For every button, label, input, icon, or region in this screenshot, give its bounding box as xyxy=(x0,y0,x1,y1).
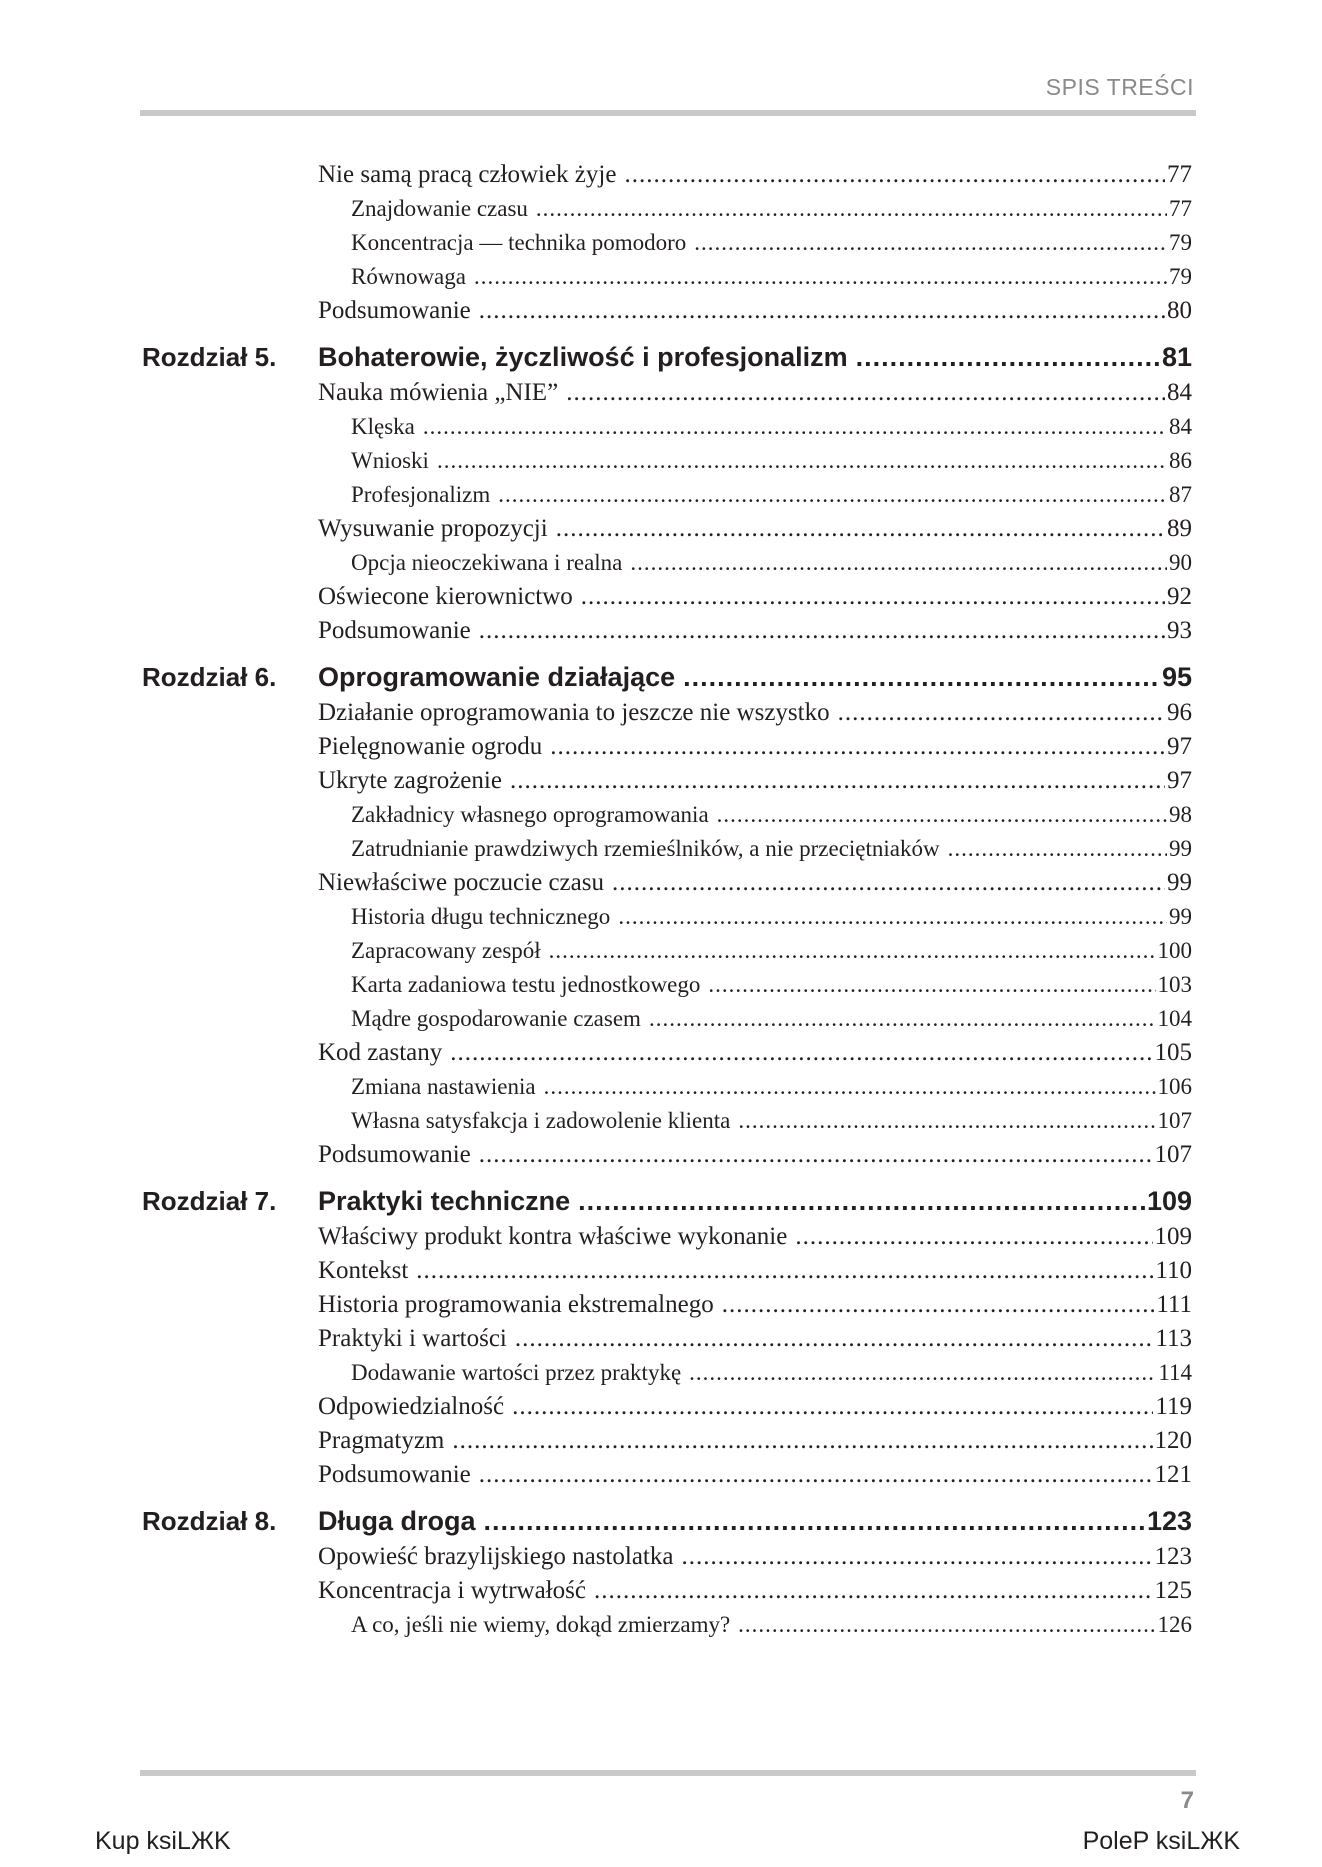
dot-leader xyxy=(594,1574,1153,1608)
toc-entry-title: Równowaga xyxy=(351,264,466,289)
dot-leader xyxy=(549,934,1156,968)
toc-entry-title: Ukryte zagrożenie xyxy=(318,767,502,794)
toc-page-number: 106 xyxy=(1157,1074,1192,1099)
toc-page-number: 80 xyxy=(1167,297,1192,324)
toc-subsection-row[interactable] xyxy=(140,410,1192,444)
dot-leader xyxy=(948,832,1167,866)
toc-entry-title: Nie samą pracą człowiek żyje xyxy=(318,161,617,188)
toc-section-row[interactable] xyxy=(140,1540,1192,1574)
toc-page-number: 98 xyxy=(1169,802,1192,827)
toc-subsection-row[interactable] xyxy=(140,968,1192,1002)
toc-page-number: 123 xyxy=(1146,1506,1192,1536)
dot-leader xyxy=(624,158,1165,192)
dot-leader xyxy=(479,1138,1153,1172)
toc-page-number: 77 xyxy=(1169,196,1192,221)
dot-leader xyxy=(618,900,1167,934)
toc-entry-title: Właściwy produkt kontra właściwe wykonanie xyxy=(318,1223,788,1250)
dot-leader xyxy=(416,1254,1153,1288)
toc-subsection-row[interactable] xyxy=(140,444,1192,478)
toc-chapter-row[interactable] xyxy=(140,338,1192,376)
dot-leader xyxy=(474,260,1167,294)
toc-entry-title: Opcja nieoczekiwana i realna xyxy=(351,550,623,575)
toc-page-number: 126 xyxy=(1157,1612,1192,1637)
toc-page-number: 103 xyxy=(1157,972,1192,997)
toc-section-row[interactable] xyxy=(140,1220,1192,1254)
toc-section-row[interactable] xyxy=(140,696,1192,730)
toc-subsection-row[interactable] xyxy=(140,226,1192,260)
toc-entry-title: Historia długu technicznego xyxy=(351,904,611,929)
toc-chapter-row[interactable] xyxy=(140,658,1192,696)
toc-subsection-row[interactable] xyxy=(140,478,1192,512)
toc-section-row[interactable] xyxy=(140,1574,1192,1608)
toc-page-number: 99 xyxy=(1169,836,1192,861)
toc-page-number: 113 xyxy=(1155,1325,1192,1352)
dot-leader xyxy=(581,580,1165,614)
toc-page-number: 107 xyxy=(1154,1141,1192,1168)
toc-page-number: 123 xyxy=(1154,1543,1192,1570)
toc-page-number: 120 xyxy=(1154,1427,1192,1454)
footer-buy-link[interactable]: Kup ksiLЖK xyxy=(95,1827,231,1855)
toc-entry-title: Opowieść brazylijskiego nastolatka xyxy=(318,1543,674,1570)
toc-subsection-row[interactable] xyxy=(140,798,1192,832)
toc-section-row[interactable] xyxy=(140,1322,1192,1356)
dot-leader xyxy=(479,1458,1153,1492)
toc-page-number: 97 xyxy=(1167,733,1192,760)
dot-leader xyxy=(423,410,1167,444)
chapter-label: Rozdział 6. xyxy=(142,662,277,692)
dot-leader xyxy=(694,226,1167,260)
toc-section-row[interactable] xyxy=(140,512,1192,546)
toc-entry-title: Znajdowanie czasu xyxy=(351,196,528,221)
toc-entry-title: Podsumowanie xyxy=(318,1141,471,1168)
toc-page-number: 93 xyxy=(1167,617,1192,644)
toc-section-row[interactable] xyxy=(140,1036,1192,1070)
dot-leader xyxy=(515,1322,1154,1356)
toc-chapter-row[interactable] xyxy=(140,1182,1192,1220)
toc-page-number: 119 xyxy=(1155,1393,1192,1420)
dot-leader xyxy=(689,1356,1156,1390)
toc-section-row[interactable] xyxy=(140,614,1192,648)
toc-entry-title: Kontekst xyxy=(318,1257,409,1284)
dot-leader xyxy=(452,1424,1152,1458)
toc-entry-title: Oprogramowanie działające xyxy=(318,662,676,692)
chapter-label: Rozdział 8. xyxy=(142,1506,277,1536)
dot-leader xyxy=(738,1608,1155,1642)
toc-page-number: 96 xyxy=(1167,699,1192,726)
toc-page-number: 99 xyxy=(1169,904,1192,929)
dot-leader xyxy=(795,1220,1152,1254)
chapter-label: Rozdział 5. xyxy=(142,342,277,372)
toc-section-row[interactable] xyxy=(140,1288,1192,1322)
toc-subsection-row[interactable] xyxy=(140,192,1192,226)
toc-entry-title: Wnioski xyxy=(351,448,429,473)
toc-page-number: 90 xyxy=(1169,550,1192,575)
dot-leader xyxy=(612,866,1165,900)
dot-leader xyxy=(536,192,1167,226)
footer-recommend-link[interactable]: PoleP ksiLЖK xyxy=(1082,1827,1240,1855)
toc-section-row[interactable] xyxy=(140,294,1192,328)
toc-entry-title: Koncentracja — technika pomodoro xyxy=(351,230,687,255)
toc-page-number: 109 xyxy=(1154,1223,1192,1250)
toc-entry-title: Zakładnicy własnego oprogramowania xyxy=(351,802,709,827)
toc-entry-title: Karta zadaniowa testu jednostkowego xyxy=(351,972,701,997)
toc-section-row[interactable] xyxy=(140,1254,1192,1288)
toc-entry-title: Oświecone kierownictwo xyxy=(318,583,573,610)
toc-entry-title: Zapracowany zespół xyxy=(351,938,541,963)
toc-entry-title: Praktyki i wartości xyxy=(318,1325,507,1352)
toc-subsection-row[interactable] xyxy=(140,1356,1192,1390)
dot-leader xyxy=(484,1502,1145,1540)
toc-entry-title: Historia programowania ekstremalnego xyxy=(318,1291,714,1318)
footer-rule xyxy=(140,1770,1196,1776)
toc-entry-title: Odpowiedzialność xyxy=(318,1393,505,1420)
toc-section-row[interactable] xyxy=(140,866,1192,900)
toc-subsection-row[interactable] xyxy=(140,832,1192,866)
toc-page-number: 77 xyxy=(1167,161,1192,188)
toc-page-number: 109 xyxy=(1146,1186,1192,1216)
dot-leader xyxy=(683,658,1160,696)
dot-leader xyxy=(566,376,1165,410)
toc-entry-title: Własna satysfakcja i zadowolenie klienta xyxy=(351,1108,731,1133)
dot-leader xyxy=(550,730,1165,764)
toc-entry-title: Bohaterowie, życzliwość i profesjonalizm xyxy=(318,342,848,372)
toc-entry-title: Podsumowanie xyxy=(318,297,471,324)
dot-leader xyxy=(556,512,1165,546)
dot-leader xyxy=(479,294,1165,328)
dot-leader xyxy=(512,1390,1153,1424)
toc-entry-title: Praktyki techniczne xyxy=(318,1186,571,1216)
toc-entry-title: Wysuwanie propozycji xyxy=(318,515,548,542)
toc-entry-title: Podsumowanie xyxy=(318,1461,471,1488)
toc-subsection-row[interactable] xyxy=(140,1104,1192,1138)
toc-section-row[interactable] xyxy=(140,764,1192,798)
toc-entry-title: Działanie oprogramowania to jeszcze nie wszystko xyxy=(318,699,830,726)
toc-page-number: 105 xyxy=(1154,1039,1192,1066)
toc-page-number: 111 xyxy=(1156,1291,1192,1318)
dot-leader xyxy=(479,614,1165,648)
dot-leader xyxy=(708,968,1155,1002)
toc-page-number: 125 xyxy=(1154,1577,1192,1604)
toc-section-row[interactable] xyxy=(140,1424,1192,1458)
header-rule xyxy=(140,110,1196,116)
toc-page-number: 86 xyxy=(1169,448,1192,473)
toc-entry-title: Podsumowanie xyxy=(318,617,471,644)
toc-page-number: 100 xyxy=(1157,938,1192,963)
page-number: 7 xyxy=(1180,1787,1194,1814)
toc-subsection-row[interactable] xyxy=(140,934,1192,968)
toc-entry-title: Profesjonalizm xyxy=(351,482,491,507)
toc-entry-title: Mądre gospodarowanie czasem xyxy=(351,1006,641,1031)
dot-leader xyxy=(578,1182,1145,1220)
dot-leader xyxy=(649,1002,1156,1036)
toc-page-number: 84 xyxy=(1167,379,1192,406)
toc-page-number: 92 xyxy=(1167,583,1192,610)
toc-entry-title: Zmiana nastawienia xyxy=(351,1074,536,1099)
toc-subsection-row[interactable] xyxy=(140,546,1192,580)
dot-leader xyxy=(681,1540,1152,1574)
toc-entry-title: Pielęgnowanie ogrodu xyxy=(318,733,543,760)
toc-subsection-row[interactable] xyxy=(140,900,1192,934)
toc-page-number: 84 xyxy=(1169,414,1192,439)
toc-subsection-row[interactable] xyxy=(140,1070,1192,1104)
toc-chapter-row[interactable] xyxy=(140,1502,1192,1540)
toc-page-number: 114 xyxy=(1158,1360,1192,1385)
toc-page-number: 99 xyxy=(1167,869,1192,896)
toc-section-row[interactable] xyxy=(140,1458,1192,1492)
toc-page-number: 110 xyxy=(1155,1257,1192,1284)
dot-leader xyxy=(856,338,1160,376)
toc-page-number: 97 xyxy=(1167,767,1192,794)
toc-page-number: 89 xyxy=(1167,515,1192,542)
toc-entry-title: Klęska xyxy=(351,414,415,439)
toc-entry-title: A co, jeśli nie wiemy, dokąd zmierzamy? xyxy=(351,1612,731,1637)
toc-subsection-row[interactable] xyxy=(140,1608,1192,1642)
toc-section-row[interactable] xyxy=(140,730,1192,764)
toc-entry-title: Zatrudnianie prawdziwych rzemieślników, a nie przeciętniaków xyxy=(351,836,940,861)
chapter-label: Rozdział 7. xyxy=(142,1186,277,1216)
toc-page-number: 121 xyxy=(1154,1461,1192,1488)
toc-entry-title: Koncentracja i wytrwałość xyxy=(318,1577,586,1604)
toc-page-number: 79 xyxy=(1169,264,1192,289)
toc-section-row[interactable] xyxy=(140,1390,1192,1424)
toc-entry-title: Pragmatyzm xyxy=(318,1427,445,1454)
toc-entry-title: Nauka mówienia „NIE” xyxy=(318,379,559,406)
dot-leader xyxy=(838,696,1165,730)
table-of-contents xyxy=(140,158,1192,1642)
toc-page-number: 107 xyxy=(1157,1108,1192,1133)
toc-section-row[interactable] xyxy=(140,376,1192,410)
dot-leader xyxy=(544,1070,1156,1104)
toc-section-row[interactable] xyxy=(140,1138,1192,1172)
toc-entry-title: Niewłaściwe poczucie czasu xyxy=(318,869,604,896)
toc-page-number: 79 xyxy=(1169,230,1192,255)
toc-page-number: 81 xyxy=(1161,342,1192,372)
dot-leader xyxy=(630,546,1167,580)
toc-entry-title: Kod zastany xyxy=(318,1039,443,1066)
toc-page-number: 87 xyxy=(1169,482,1192,507)
toc-section-row[interactable] xyxy=(140,158,1192,192)
toc-subsection-row[interactable] xyxy=(140,260,1192,294)
dot-leader xyxy=(738,1104,1155,1138)
dot-leader xyxy=(717,798,1167,832)
toc-page-number: 95 xyxy=(1161,662,1192,692)
toc-entry-title: Dodawanie wartości przez praktykę xyxy=(351,1360,682,1385)
toc-section-row[interactable] xyxy=(140,580,1192,614)
toc-subsection-row[interactable] xyxy=(140,1002,1192,1036)
dot-leader xyxy=(437,444,1167,478)
dot-leader xyxy=(498,478,1167,512)
toc-page-number: 104 xyxy=(1157,1006,1192,1031)
toc-entry-title: Długa droga xyxy=(318,1506,476,1536)
dot-leader xyxy=(510,764,1165,798)
dot-leader xyxy=(722,1288,1155,1322)
running-header: SPIS TREŚCI xyxy=(1045,74,1194,100)
dot-leader xyxy=(450,1036,1152,1070)
